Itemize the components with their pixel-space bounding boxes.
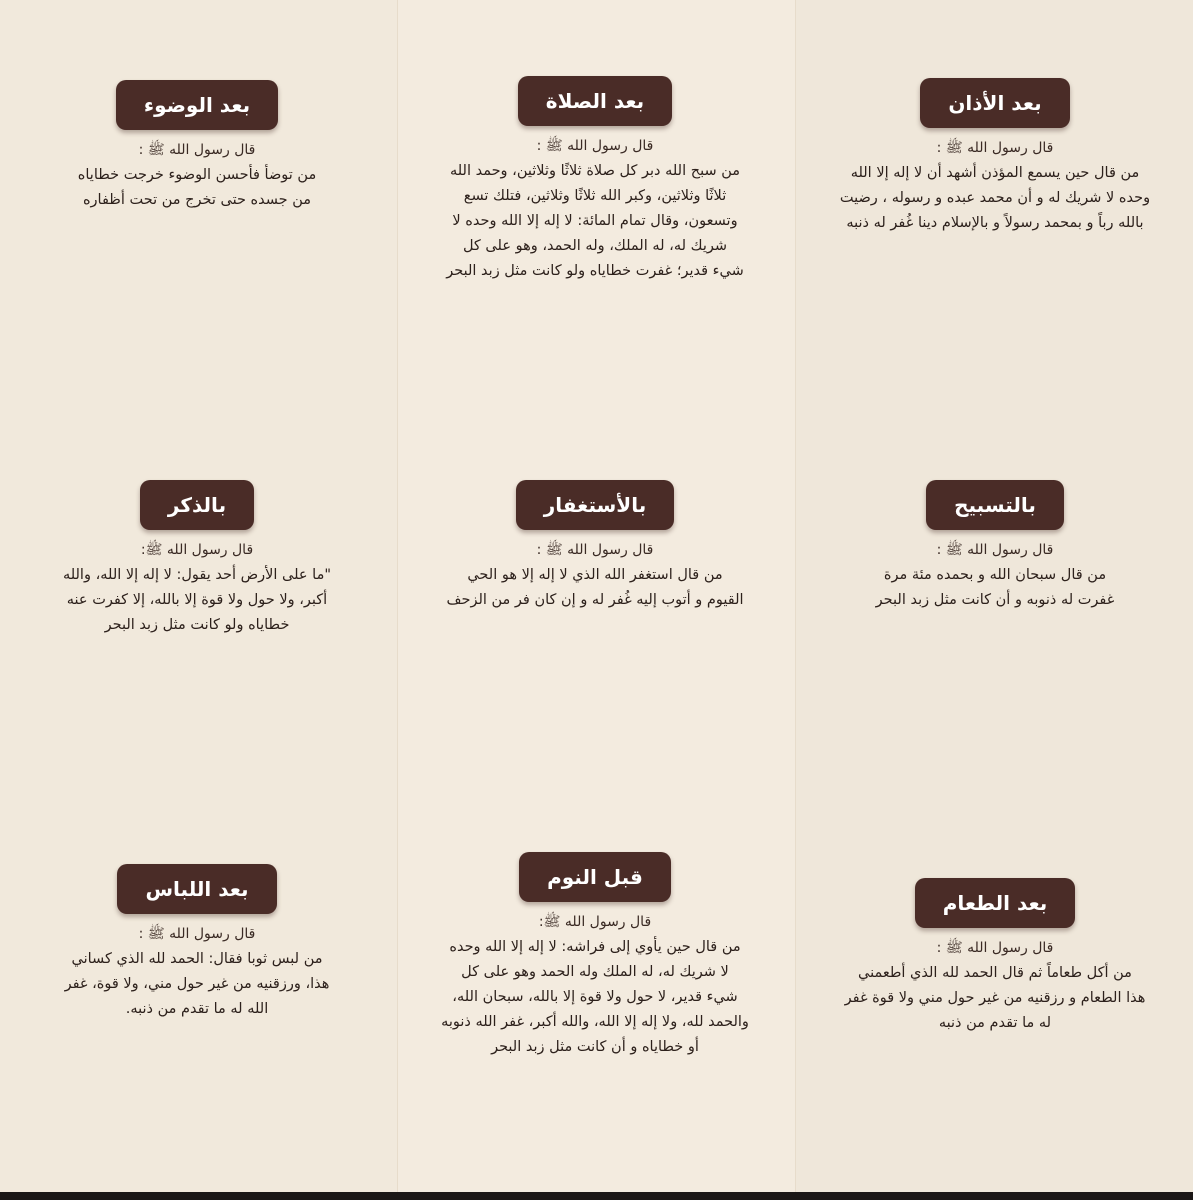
card-body-line: من قال استغفر الله الذي لا إله إلا هو الحي (467, 567, 723, 583)
card-body-line: من جسده حتى تخرج من تحت أظفاره (82, 192, 312, 208)
card-body-line: شريك له، له الملك، وله الحمد، وهو على كل (462, 238, 728, 254)
card-title: بالذكر (140, 480, 254, 530)
card-before-sleep (420, 852, 770, 1060)
card-body-line: من قال حين يسمع المؤذن أشهد أن لا إله إلا الله (850, 165, 1140, 181)
card-after-adhan (820, 78, 1170, 236)
card-body-line: أو خطاياه و أن كانت مثل زبد البحر (491, 1039, 699, 1055)
card-body-line: ثلاثًا وثلاثين، وكبر الله ثلاثًا وثلاثين، فتلك تسع (463, 188, 727, 204)
card-intro: قال رسول الله ﷺ : (936, 542, 1054, 558)
card-body-line: هذا، ورزقنيه من غير حول مني، ولا قوة، غفر (64, 976, 330, 992)
card-title: بالأستغفار (516, 480, 674, 530)
card-body-line: شيء قدير، لا حول ولا قوة إلا بالله، سبحان الله، (452, 989, 738, 1005)
card-intro: قال رسول الله ﷺ : (936, 940, 1054, 956)
card-title: بعد الطعام (915, 878, 1076, 928)
card-body-line: بالله رباً و بمحمد رسولاً و بالإسلام دينا غُفر له ذنبه (846, 215, 1144, 231)
card-body (22, 163, 372, 213)
card-body-line: أكبر، ولا حول ولا قوة إلا بالله، إلا كفرت عنه (66, 592, 328, 608)
card-body-line: وحده لا شريك له و أن محمد عبده و رسوله ، رضيت (839, 190, 1151, 206)
card-after-wudu (22, 80, 372, 213)
card-istighfar (420, 480, 770, 613)
card-intro: قال رسول الله ﷺ : (138, 926, 256, 942)
card-body-line: خطاياه ولو كانت مثل زبد البحر (104, 617, 290, 633)
card-dhikr (22, 480, 372, 638)
card-after-prayer (420, 76, 770, 284)
card-body-line: وتسعون، وقال تمام المائة: لا إله إلا الله وحده لا (452, 213, 738, 229)
card-body-line: من أكل طعاماً ثم قال الحمد لله الذي أطعمني (858, 965, 1132, 981)
card-body-line: من توضأ فأحسن الوضوء خرجت خطاياه (77, 167, 317, 183)
card-intro: قال رسول الله ﷺ : (536, 542, 654, 558)
card-body (820, 961, 1170, 1036)
card-body (820, 563, 1170, 613)
column-divider (397, 0, 398, 1192)
card-body (22, 947, 372, 1022)
card-body-line: من لبس ثوبا فقال: الحمد لله الذي كساني (71, 951, 323, 967)
card-intro: قال رسول الله ﷺ : (536, 138, 654, 154)
card-title: قبل النوم (519, 852, 671, 902)
card-intro: قال رسول الله ﷺ : (936, 140, 1054, 156)
card-body-line: القيوم و أتوب إليه غُفر له و إن كان فر من الزحف (446, 592, 744, 608)
card-body (420, 159, 770, 284)
card-body-line: له ما تقدم من ذنبه (938, 1015, 1052, 1031)
column-divider (795, 0, 796, 1192)
card-body (420, 563, 770, 613)
card-body-line: هذا الطعام و رزقنيه من غير حول مني ولا قوة غفر (844, 990, 1146, 1006)
card-body-line: غفرت له ذنوبه و أن كانت مثل زبد البحر (875, 592, 1115, 608)
card-body-line: الله له ما تقدم من ذنبه. (125, 1001, 269, 1017)
card-body (820, 161, 1170, 236)
card-after-dressing (22, 864, 372, 1022)
card-intro: قال رسول الله ﷺ: (140, 542, 254, 558)
card-title: بعد الصلاة (518, 76, 672, 126)
card-intro: قال رسول الله ﷺ: (538, 914, 652, 930)
card-body-line: لا شريك له، له الملك وله الحمد وهو على كل (461, 964, 729, 980)
card-intro: قال رسول الله ﷺ : (138, 142, 256, 158)
card-body (22, 563, 372, 638)
card-body (420, 935, 770, 1060)
card-title: بعد اللباس (117, 864, 276, 914)
card-tasbih (820, 480, 1170, 613)
card-title: بعد الوضوء (116, 80, 278, 130)
card-body-line: من قال سبحان الله و بحمده مئة مرة (883, 567, 1107, 583)
card-after-eating (820, 878, 1170, 1036)
card-title: بعد الأذان (920, 78, 1069, 128)
card-body-line: من قال حين يأوي إلى فراشه: لا إله إلا الله وحده (449, 939, 741, 955)
bottom-border (0, 1192, 1193, 1200)
card-body-line: شيء قدير؛ غفرت خطاياه ولو كانت مثل زبد البحر (446, 263, 744, 279)
card-title: بالتسبيح (926, 480, 1064, 530)
card-body-line: "ما على الأرض أحد يقول: لا إله إلا الله، والله (62, 567, 332, 583)
card-body-line: من سبح الله دبر كل صلاة ثلاثًا وثلاثين، وحمد الله (449, 163, 741, 179)
card-body-line: والحمد لله، ولا إله إلا الله، والله أكبر، غفر الله ذنوبه (441, 1014, 749, 1030)
